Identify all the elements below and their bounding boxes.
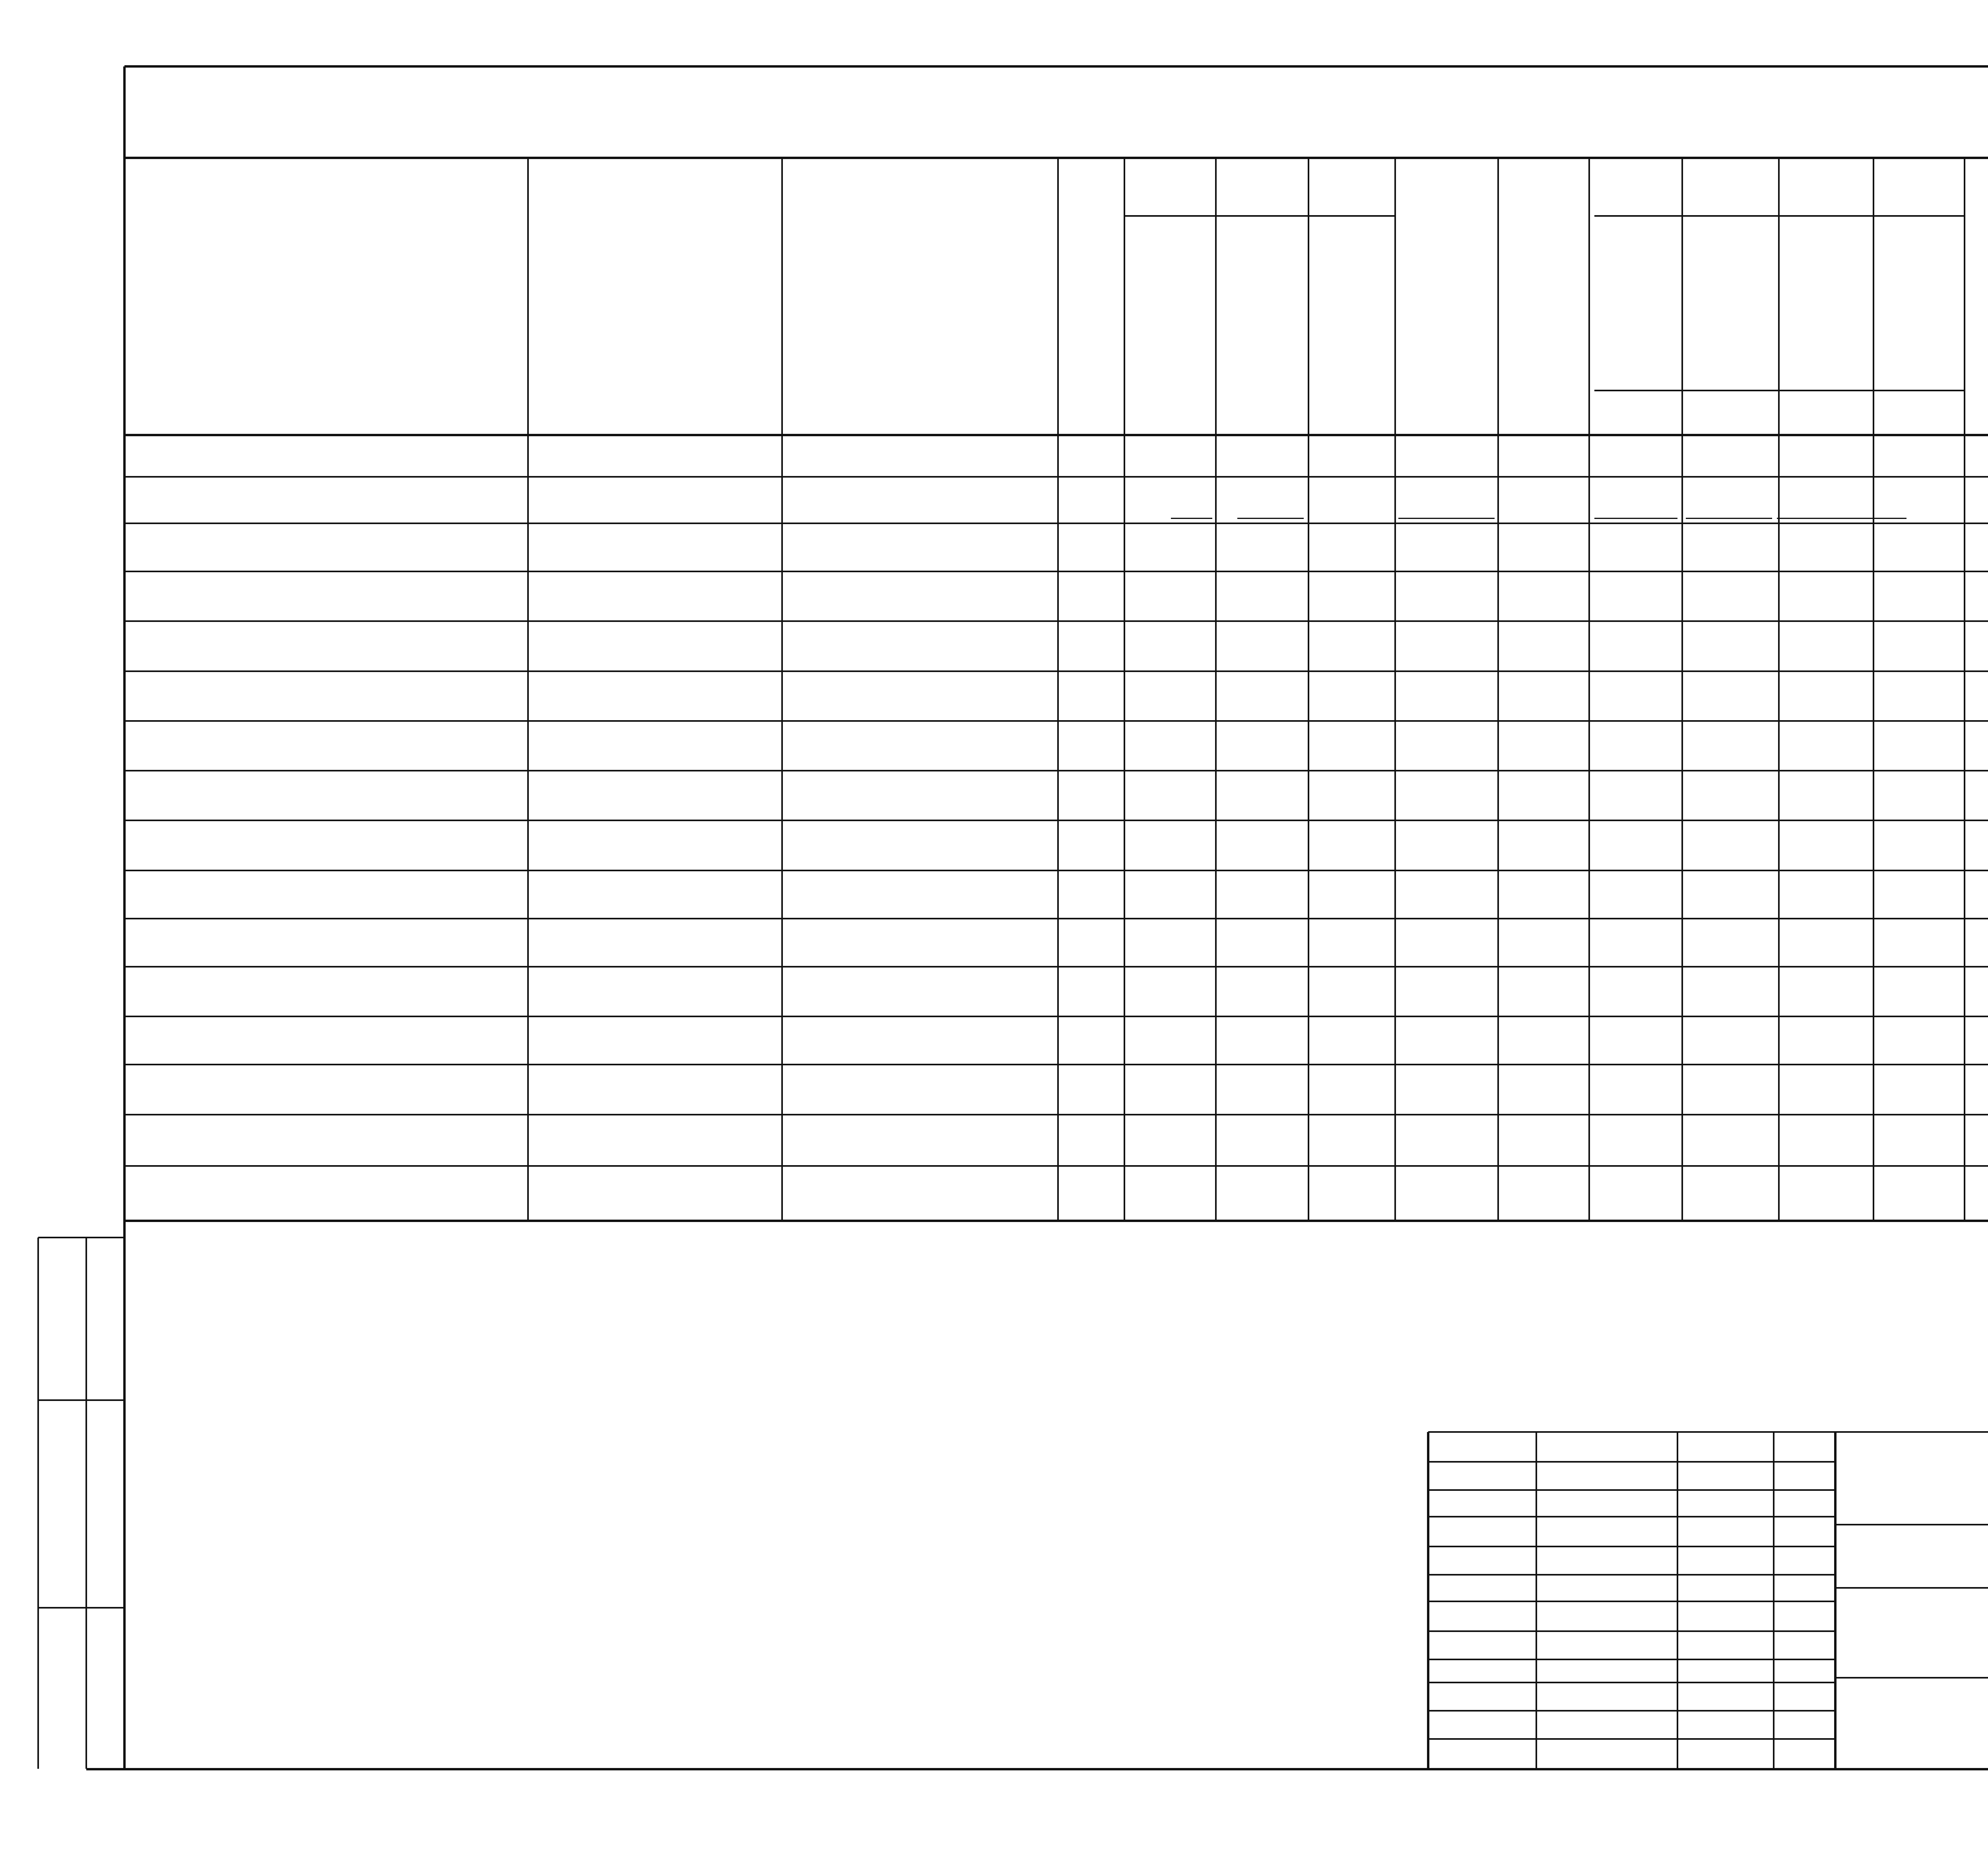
row-line: [124, 966, 1988, 968]
col-line: [1681, 158, 1683, 1221]
col-line: [1964, 158, 1965, 1221]
grid-line: [1777, 518, 1906, 519]
grid-line: [1398, 518, 1495, 519]
row-line: [124, 1165, 1988, 1167]
row-line: [124, 523, 1988, 524]
grid-line: [1237, 518, 1304, 519]
grid-line: [38, 1237, 124, 1238]
none: [1873, 158, 1874, 216]
col-line: [1394, 158, 1396, 1221]
col-line: [527, 158, 529, 1221]
grid-line: [1677, 1432, 1678, 1769]
col-line: [1215, 158, 1217, 1221]
grid-line: [1835, 1677, 1988, 1679]
grid-line: [1427, 1432, 1429, 1769]
grid-line: [1834, 1432, 1837, 1769]
grid-line: [124, 1220, 1988, 1222]
row-line: [124, 770, 1988, 771]
frame-bottom: [86, 1768, 1988, 1770]
row-line: [124, 918, 1988, 919]
row-line: [124, 670, 1988, 672]
grid-line: [85, 1238, 87, 1769]
grid-line: [1594, 518, 1677, 519]
col-line: [1873, 158, 1874, 1221]
grid-line: [124, 157, 1988, 159]
grid-line: [38, 1399, 124, 1401]
grid-line: [1536, 1432, 1537, 1769]
grid-line: [1773, 1432, 1774, 1769]
grid-line: [1428, 1431, 1988, 1433]
row-line: [124, 1114, 1988, 1115]
col-line: [1778, 158, 1780, 1221]
grid-line: [1171, 518, 1212, 519]
row-line: [124, 620, 1988, 622]
grid-line: [37, 1238, 39, 1769]
col-line: [1588, 158, 1590, 1221]
grid-line: [1594, 215, 1965, 217]
grid-line: [1835, 1587, 1988, 1589]
row-line: [124, 720, 1988, 722]
grid-line: [1835, 1524, 1988, 1525]
col-line: [1497, 158, 1499, 1221]
frame-top: [124, 65, 1988, 68]
row-line: [124, 571, 1988, 572]
grid-line: [1124, 215, 1395, 217]
grid-line: [1594, 390, 1965, 391]
grid-line: [124, 434, 1988, 436]
grid-line: [38, 1607, 124, 1609]
row-line: [124, 1064, 1988, 1065]
grid-line: [124, 476, 1988, 478]
col-line: [781, 158, 783, 1221]
grid-line: [1686, 518, 1772, 519]
row-line: [124, 820, 1988, 821]
row-line: [124, 870, 1988, 871]
col-line: [1308, 158, 1309, 1221]
row-line: [124, 1016, 1988, 1017]
col-line: [1057, 158, 1059, 1221]
col-line: [1124, 158, 1125, 1221]
